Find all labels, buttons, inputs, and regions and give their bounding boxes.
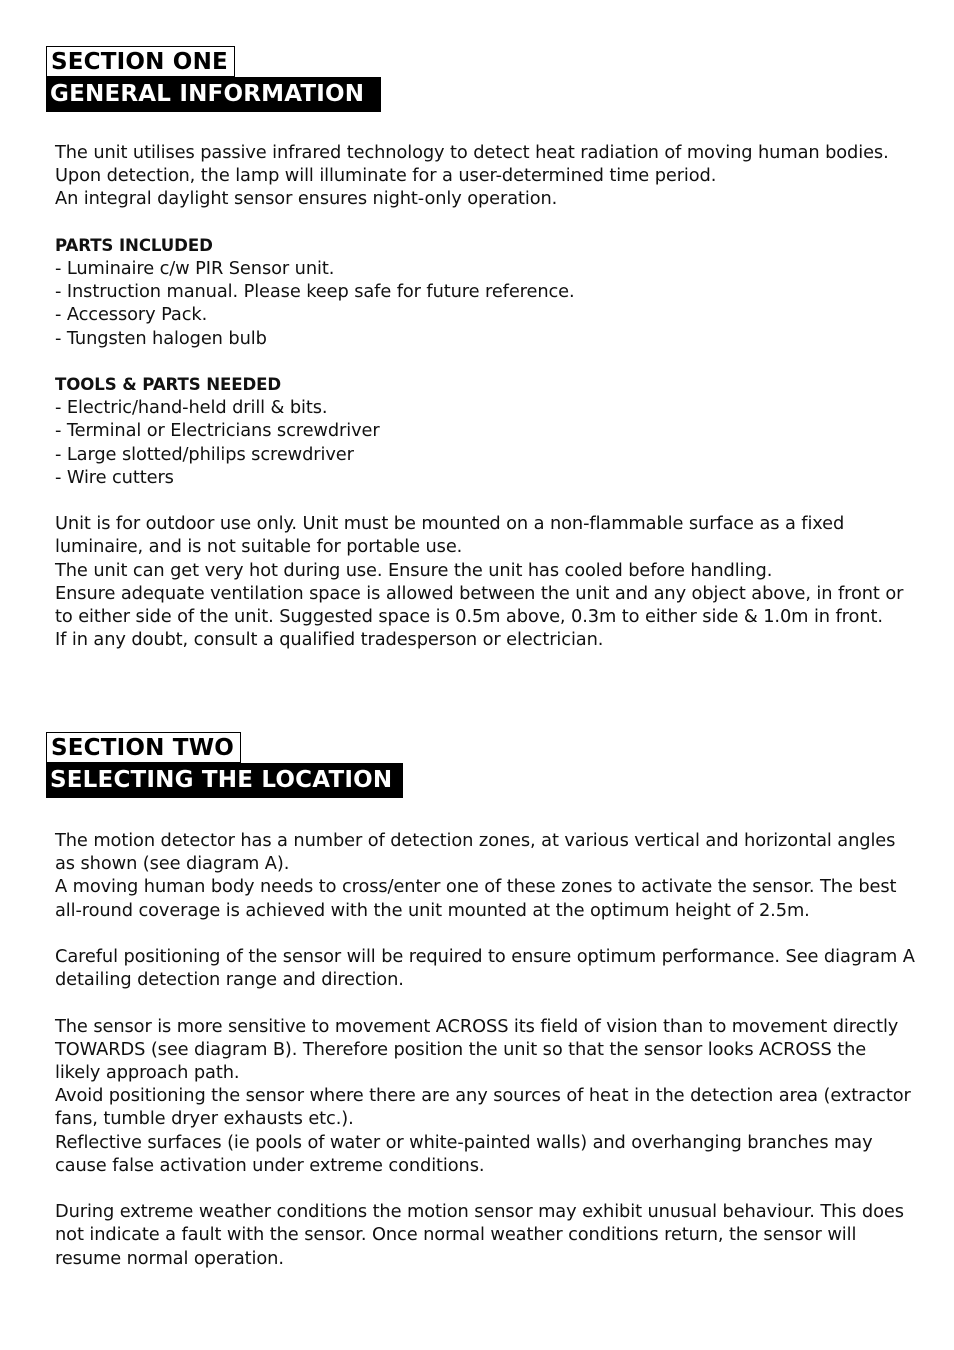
tools-list-item: - Electric/hand-held drill & bits.	[55, 397, 328, 419]
weather-paragraph: During extreme weather conditions the motion sensor may exhibit unusual behaviour. This does not indicate a fault with the sensor. Once normal weather conditions return, the sensor will resume normal operation.	[55, 1201, 904, 1269]
section-one-body	[55, 141, 915, 651]
parts-list-item: - Tungsten halogen bulb	[55, 327, 267, 349]
section-one-number: SECTION ONE	[46, 46, 235, 77]
section-two-header	[46, 732, 403, 798]
section-two-title: SELECTING THE LOCATION	[46, 763, 403, 798]
tools-list-item: - Wire cutters	[55, 466, 174, 488]
zones-paragraph: The motion detector has a number of detection zones, at various vertical and horizontal angles as shown (see diagram A).	[55, 830, 896, 875]
tools-needed-heading: TOOLS & PARTS NEEDED	[55, 375, 282, 394]
safety-paragraph: Ensure adequate ventilation space is allowed between the unit and any object above, in front or to either side of the unit. Suggested space is 0.5m above, 0.3m to either side & 1.0m in front.	[55, 582, 904, 628]
section-one-header	[46, 46, 381, 112]
section-one-title: GENERAL INFORMATION	[46, 77, 381, 112]
safety-paragraph: Unit is for outdoor use only. Unit must be mounted on a non-flammable surface as a fixed luminaire, and is not suitable for portable use.	[55, 513, 845, 558]
safety-paragraph: If in any doubt, consult a qualified tradesperson or electrician.	[55, 629, 604, 651]
sensitivity-paragraph: The sensor is more sensitive to movement ACROSS its field of vision than to movement directly TOWARDS (see diagram B). Therefore position the unit so that the sensor looks ACROSS the likely approach path.	[55, 1015, 899, 1083]
intro-paragraph: Upon detection, the lamp will illuminate for a user-determined time period.	[55, 165, 717, 187]
parts-list-item: - Accessory Pack.	[55, 304, 208, 326]
zones-paragraph: A moving human body needs to cross/enter one of these zones to activate the sensor. The best all-round coverage is achieved with the unit mounted at the optimum height of 2.5m.	[55, 876, 897, 921]
section-two-body	[55, 829, 915, 1270]
positioning-paragraph: Careful positioning of the sensor will be required to ensure optimum performance. See diagram A detailing detection range and direction.	[55, 946, 915, 991]
safety-paragraph: The unit can get very hot during use. Ensure the unit has cooled before handling.	[55, 559, 773, 581]
tools-list-item: - Terminal or Electricians screwdriver	[55, 420, 380, 442]
parts-list-item: - Instruction manual. Please keep safe for future reference.	[55, 281, 575, 303]
intro-paragraph: An integral daylight sensor ensures night-only operation.	[55, 188, 558, 210]
parts-list-item: - Luminaire c/w PIR Sensor unit.	[55, 258, 335, 279]
parts-included-heading: PARTS INCLUDED	[55, 235, 213, 255]
tools-list-item: - Large slotted/philips screwdriver	[55, 443, 354, 465]
sensitivity-paragraph: Reflective surfaces (ie pools of water or white-painted walls) and overhanging branches may cause false activation under extreme conditions.	[55, 1131, 873, 1176]
sensitivity-paragraph: Avoid positioning the sensor where there are any sources of heat in the detection area (extractor fans, tumble dryer exhausts etc.).	[55, 1085, 911, 1130]
intro-paragraph: The unit utilises passive infrared technology to detect heat radiation of moving human bodies.	[55, 142, 889, 163]
section-two-number: SECTION TWO	[46, 732, 241, 763]
